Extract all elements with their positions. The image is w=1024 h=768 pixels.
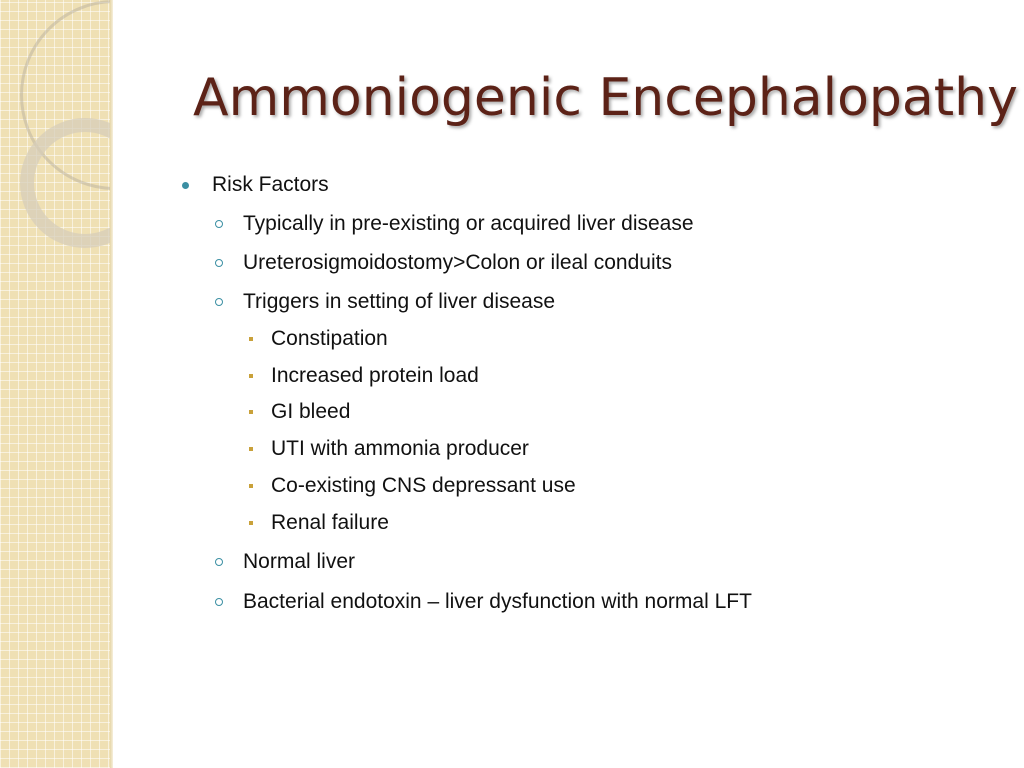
list-item xyxy=(243,589,752,615)
small-square-bullet-icon xyxy=(249,410,253,414)
hollow-circle-bullet-icon xyxy=(215,298,223,306)
list-item-text: Bacterial endotoxin – liver dysfunction with normal LFT xyxy=(243,590,752,613)
list-item-text: Risk Factors xyxy=(212,173,329,196)
list-item xyxy=(271,510,389,536)
list-item-text: Normal liver xyxy=(243,550,356,573)
filled-dot-bullet-icon xyxy=(182,182,189,189)
list-item-text: Increased protein load xyxy=(271,364,479,387)
list-item-text: Ureterosigmoidostomy>Colon or ileal conduits xyxy=(243,251,672,274)
list-item xyxy=(243,250,672,276)
hollow-circle-bullet-icon xyxy=(215,220,223,228)
small-square-bullet-icon xyxy=(249,447,253,451)
list-item xyxy=(271,436,529,462)
side-band-edge xyxy=(110,0,113,768)
small-square-bullet-icon xyxy=(249,374,253,378)
list-item-text: Renal failure xyxy=(271,511,389,534)
hollow-circle-bullet-icon xyxy=(215,259,223,267)
list-item xyxy=(243,289,555,315)
hollow-circle-bullet-icon xyxy=(215,598,223,606)
small-square-bullet-icon xyxy=(249,521,253,525)
list-item xyxy=(212,172,329,198)
list-item xyxy=(271,326,388,352)
list-item xyxy=(271,363,479,389)
decorative-side-band xyxy=(0,0,112,768)
slide-title: Ammoniogenic Encephalopathy xyxy=(193,68,1018,128)
list-item xyxy=(271,473,576,499)
small-square-bullet-icon xyxy=(249,484,253,488)
list-item xyxy=(243,549,355,575)
list-item-text: UTI with ammonia producer xyxy=(271,437,529,460)
list-item-text: Typically in pre-existing or acquired liver disease xyxy=(243,212,694,235)
list-item-text: Co-existing CNS depressant use xyxy=(271,474,576,497)
list-item-text: Triggers in setting of liver disease xyxy=(243,290,556,313)
list-item xyxy=(243,211,694,237)
small-square-bullet-icon xyxy=(249,337,253,341)
list-item-text: Constipation xyxy=(271,327,388,350)
hollow-circle-bullet-icon xyxy=(215,558,223,566)
list-item-text: GI bleed xyxy=(271,400,351,423)
list-item xyxy=(271,399,350,425)
